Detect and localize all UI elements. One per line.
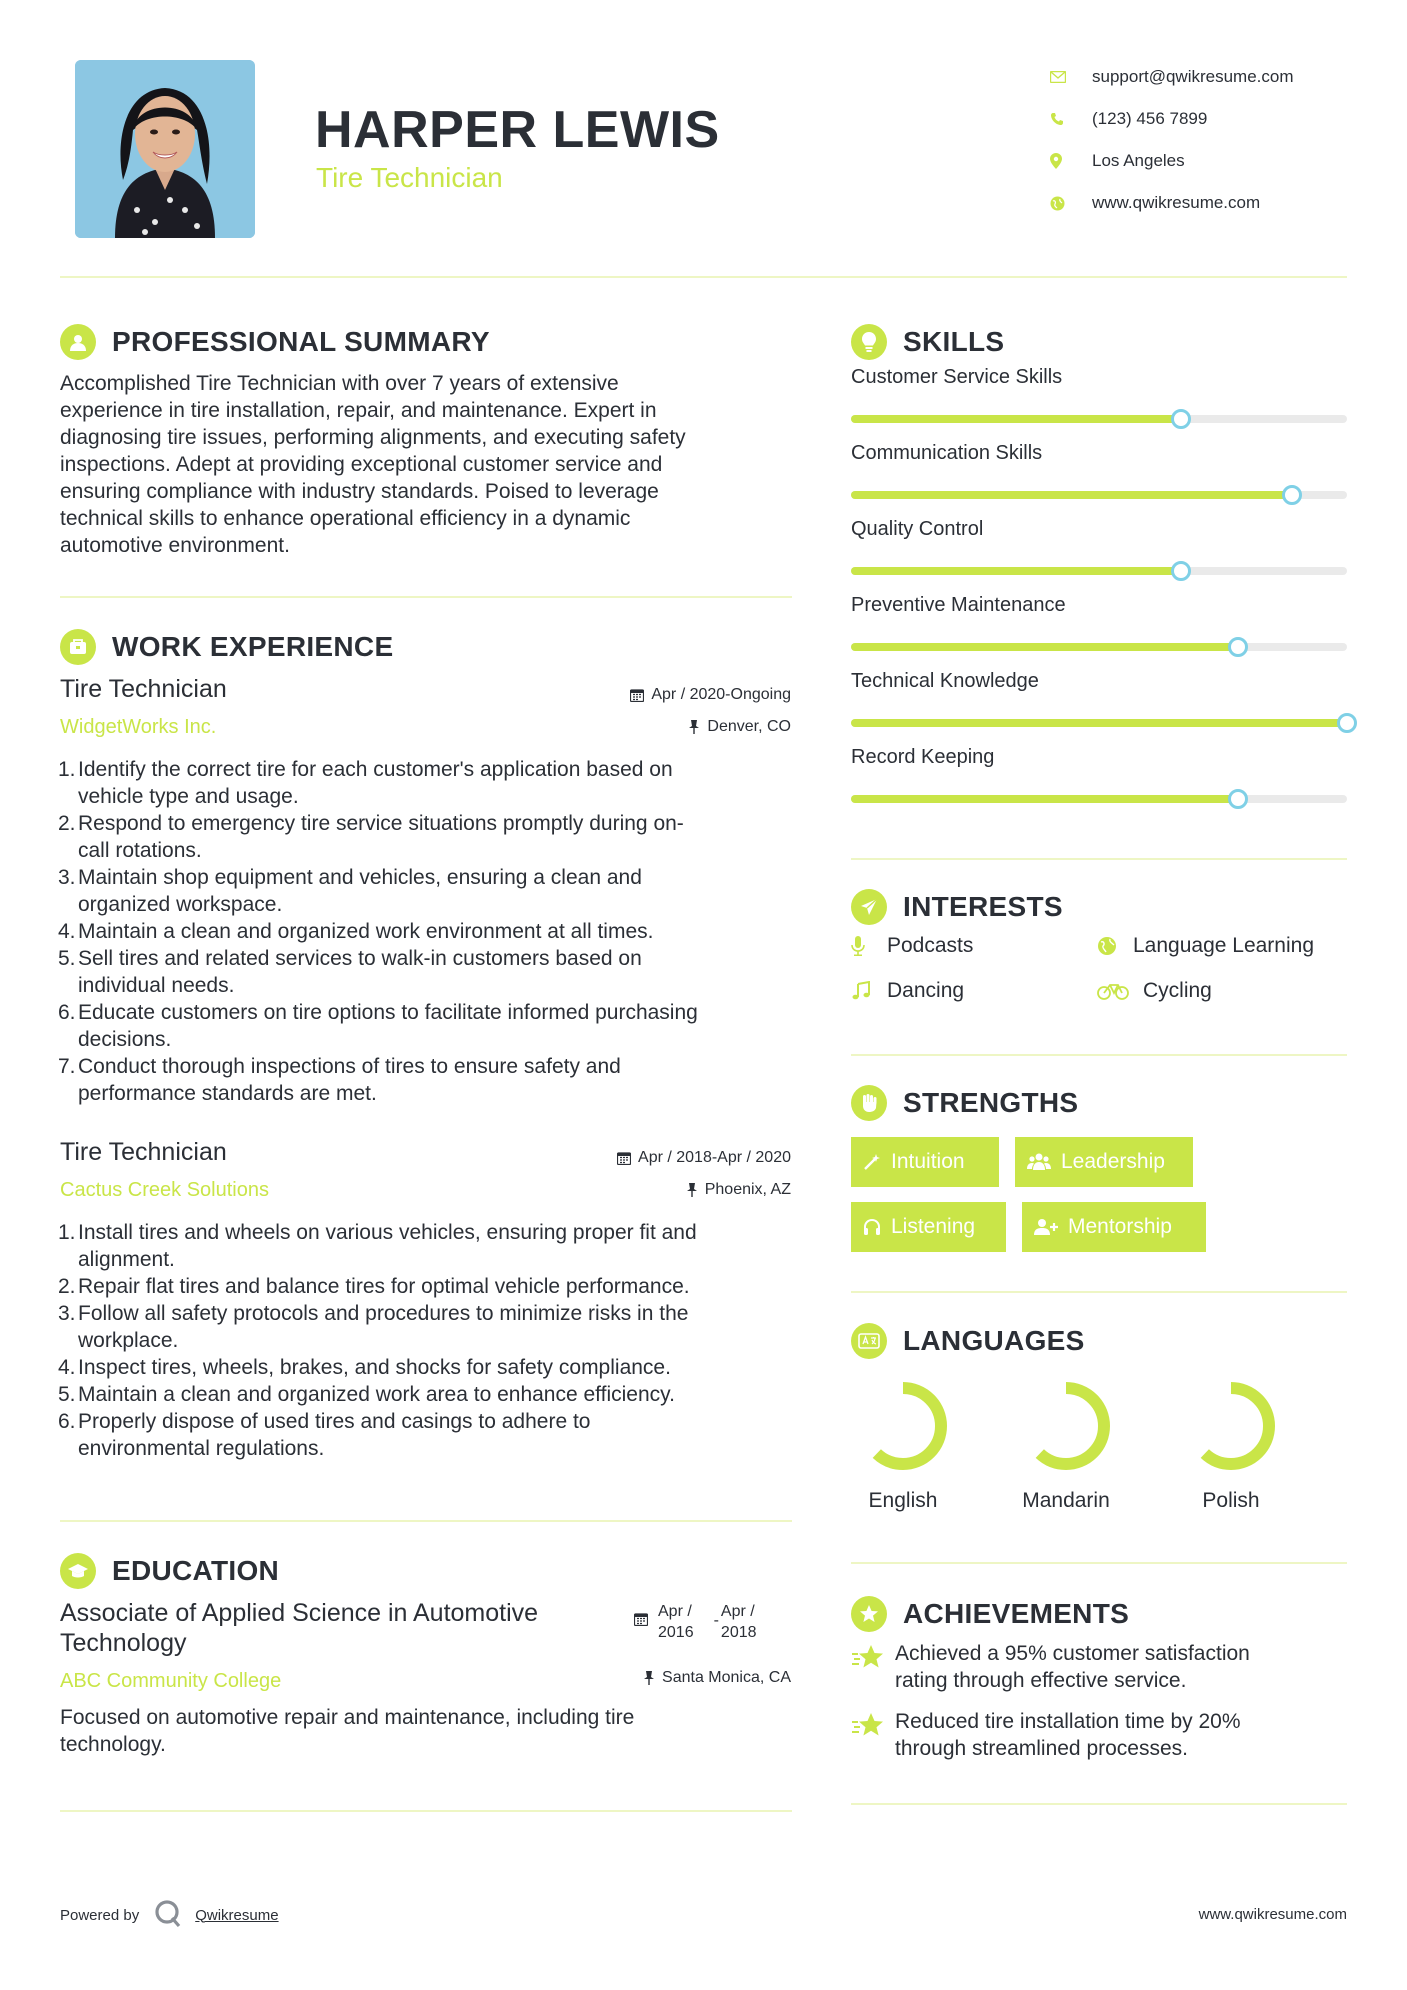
calendar-icon <box>617 1151 631 1165</box>
language-icon <box>851 1323 887 1359</box>
qwikresume-logo-icon <box>153 1898 183 1932</box>
globe-icon <box>1097 936 1123 956</box>
language-item <box>1001 1376 1131 1513</box>
achievement-2-line-2: through streamlined processes. <box>895 1737 1188 1760</box>
skill-bar-track <box>851 719 1347 727</box>
languages-divider <box>851 1562 1347 1564</box>
pushpin-icon <box>688 720 700 734</box>
duty-text: Follow all safety protocols and procedures to minimize risks in the <box>78 1302 689 1325</box>
duty-item <box>60 810 800 864</box>
language-label: Mandarin <box>1022 1489 1110 1512</box>
graduation-icon <box>60 1553 96 1589</box>
summary-line: inspections. Adept at providing exceptional customer service and <box>60 453 663 476</box>
map-pin-icon <box>1050 151 1080 171</box>
skill-item <box>851 746 1347 769</box>
duty-item <box>60 756 800 810</box>
duty-item <box>60 999 800 1053</box>
summary-line: Accomplished Tire Technician with over 7 years of extensive <box>60 372 619 395</box>
summary-text <box>60 370 800 559</box>
contact-phone[interactable] <box>1050 98 1380 140</box>
strengths-title: STRENGTHS <box>903 1087 1079 1118</box>
footer-powered-by <box>60 1898 279 1932</box>
contact-location <box>1050 140 1380 182</box>
contact-website-text: www.qwikresume.com <box>1092 193 1261 212</box>
headphones-icon <box>863 1218 881 1236</box>
job-1-location-text: Denver, CO <box>707 718 791 735</box>
skills-title: SKILLS <box>903 326 1005 357</box>
work-heading <box>60 629 393 665</box>
skill-label: Communication Skills <box>851 442 1043 464</box>
duty-item <box>60 945 800 999</box>
job-1-company: WidgetWorks Inc. <box>60 716 217 738</box>
strength-mentorship-label: Mentorship <box>1068 1215 1172 1238</box>
skill-bar-track <box>851 795 1347 803</box>
duty-item <box>60 1273 800 1300</box>
interest-podcasts <box>851 934 973 958</box>
strength-mentorship <box>1022 1202 1206 1252</box>
candidate-name: HARPER LEWIS <box>315 101 720 159</box>
education-end-year: 2018 <box>720 1624 757 1641</box>
interests-divider <box>851 1054 1347 1056</box>
duty-item <box>60 864 800 918</box>
contact-email[interactable] <box>1050 56 1380 98</box>
skill-level-knob <box>1282 485 1302 505</box>
interests-heading <box>851 889 1063 925</box>
education-description <box>60 1704 800 1758</box>
star-icon <box>851 1708 895 1762</box>
language-item <box>838 1376 968 1513</box>
briefcase-icon <box>60 629 96 665</box>
powered-by-text: Powered by <box>60 1906 140 1924</box>
duty-item <box>60 1053 800 1107</box>
duty-text: Educate customers on tire options to facilitate informed purchasing <box>78 1001 698 1024</box>
languages-title: LANGUAGES <box>903 1325 1085 1356</box>
strength-listening-label: Listening <box>891 1215 976 1238</box>
duty-text: Properly dispose of used tires and casings to adhere to <box>78 1410 591 1433</box>
contact-phone-text: (123) 456 7899 <box>1092 109 1208 128</box>
duty-number: 3. <box>58 1302 76 1325</box>
contact-website[interactable] <box>1050 182 1380 224</box>
duty-number: 1. <box>58 758 76 781</box>
pushpin-icon <box>643 1671 655 1685</box>
summary-title: PROFESSIONAL SUMMARY <box>112 326 490 357</box>
education-location <box>480 1669 791 1687</box>
interest-podcasts-label: Podcasts <box>887 934 974 957</box>
duty-item <box>60 918 800 945</box>
pushpin-icon <box>686 1183 698 1197</box>
duty-text: decisions. <box>78 1028 172 1051</box>
skill-item <box>851 366 1347 389</box>
qwikresume-link[interactable]: Qwikresume <box>195 1906 279 1924</box>
interest-dancing <box>851 979 964 1003</box>
globe-icon <box>1050 193 1080 213</box>
duty-text: call rotations. <box>78 839 202 862</box>
language-level-arc <box>1193 1388 1269 1464</box>
education-desc-line-1: Focused on automotive repair and maintenance, including tire <box>60 1706 635 1729</box>
education-end-month: Apr / <box>720 1603 755 1620</box>
skill-level-knob <box>1171 561 1191 581</box>
skill-bar-fill <box>851 643 1238 651</box>
achievements-heading <box>851 1596 1129 1632</box>
education-date-dash: - <box>713 1612 719 1629</box>
language-level-ring <box>1016 1376 1116 1476</box>
fist-icon <box>851 1085 887 1121</box>
strength-listening <box>851 1202 1006 1252</box>
summary-line: experience in tire installation, repair, and maintenance. Expert in <box>60 399 657 422</box>
strengths-divider <box>851 1291 1347 1293</box>
education-dates <box>634 1601 794 1643</box>
duty-number: 7. <box>58 1055 76 1078</box>
job-2-location-text: Phoenix, AZ <box>704 1181 791 1198</box>
achievements-divider <box>851 1803 1347 1805</box>
achievement-1-line-1: Achieved a 95% customer satisfaction <box>895 1642 1250 1665</box>
skill-bar-fill <box>851 567 1181 575</box>
skill-bar-fill <box>851 719 1347 727</box>
skill-bar-fill <box>851 415 1181 423</box>
language-level-ring <box>1181 1376 1281 1476</box>
skill-level-knob <box>1228 789 1248 809</box>
summary-divider <box>60 596 792 598</box>
duty-text: workplace. <box>78 1329 179 1352</box>
star-icon <box>851 1640 895 1694</box>
duty-text: Conduct thorough inspections of tires to ensure safety and <box>78 1055 621 1078</box>
interest-cycling <box>1097 979 1212 1003</box>
job-1-duties <box>60 756 800 1107</box>
job-2-dates-text: Apr / 2018-Apr / 2020 <box>638 1149 791 1166</box>
duty-text: environmental regulations. <box>78 1437 325 1460</box>
language-level-ring <box>853 1376 953 1476</box>
achievements-title: ACHIEVEMENTS <box>903 1598 1130 1629</box>
strengths-heading <box>851 1085 1078 1121</box>
interests-title: INTERESTS <box>903 891 1063 922</box>
duty-text: performance standards are met. <box>78 1082 377 1105</box>
education-desc-line-2: technology. <box>60 1733 166 1756</box>
languages-heading <box>851 1323 1085 1359</box>
interest-language-learning-label: Language Learning <box>1133 934 1315 957</box>
language-label: English <box>868 1489 938 1512</box>
duty-number: 6. <box>58 1410 76 1433</box>
skill-item <box>851 518 1347 541</box>
interest-dancing-label: Dancing <box>887 979 965 1002</box>
duty-item <box>60 1408 800 1462</box>
job-2-location <box>480 1181 791 1199</box>
user-icon <box>60 324 96 360</box>
duty-number: 1. <box>58 1221 76 1244</box>
degree-title <box>60 1598 620 1658</box>
language-level-arc <box>1028 1388 1104 1464</box>
contact-location-text: Los Angeles <box>1092 151 1185 170</box>
job-1-location <box>480 718 791 736</box>
skill-bar-track <box>851 567 1347 575</box>
duty-text: Install tires and wheels on various vehicles, ensuring proper fit and <box>78 1221 697 1244</box>
envelope-icon <box>1050 67 1080 87</box>
job-2-title: Tire Technician <box>60 1138 227 1166</box>
interest-language-learning <box>1097 934 1314 958</box>
calendar-icon <box>634 1612 648 1626</box>
candidate-title: Tire Technician <box>316 162 503 193</box>
education-divider <box>60 1810 792 1812</box>
job-2-duties <box>60 1219 800 1462</box>
duty-number: 4. <box>58 920 76 943</box>
skill-bar-track <box>851 415 1347 423</box>
lightbulb-icon <box>851 324 887 360</box>
job-2-dates <box>480 1149 791 1167</box>
duty-item <box>60 1219 800 1273</box>
achievement-2 <box>851 1708 1331 1762</box>
education-start-month: Apr / <box>658 1603 692 1620</box>
duty-text: vehicle type and usage. <box>78 785 299 808</box>
degree-line-1: Associate of Applied Science in Automotive <box>60 1599 539 1627</box>
users-icon <box>1027 1153 1051 1171</box>
skill-item <box>851 594 1347 617</box>
duty-number: 4. <box>58 1356 76 1379</box>
header-divider <box>60 276 1347 278</box>
microphone-icon <box>851 936 877 956</box>
skill-bar-track <box>851 643 1347 651</box>
duty-text: alignment. <box>78 1248 175 1271</box>
work-title: WORK EXPERIENCE <box>112 631 394 662</box>
user-plus-icon <box>1034 1218 1058 1236</box>
achievement-1-line-2: rating through effective service. <box>895 1669 1187 1692</box>
strength-intuition-label: Intuition <box>891 1150 965 1173</box>
skill-item <box>851 442 1347 465</box>
skill-label: Quality Control <box>851 518 984 540</box>
summary-line: technical skills to enhance operational efficiency in a dynamic <box>60 507 631 530</box>
duty-number: 5. <box>58 947 76 970</box>
skill-level-knob <box>1228 637 1248 657</box>
duty-number: 2. <box>58 812 76 835</box>
profile-photo <box>75 60 255 238</box>
skills-divider <box>851 858 1347 860</box>
duty-text: Maintain shop equipment and vehicles, ensuring a clean and <box>78 866 642 889</box>
skills-heading <box>851 324 1004 360</box>
education-heading <box>60 1553 279 1589</box>
duty-number: 3. <box>58 866 76 889</box>
summary-heading <box>60 324 490 360</box>
duty-text: individual needs. <box>78 974 235 997</box>
skill-label: Record Keeping <box>851 746 995 768</box>
duty-number: 5. <box>58 1383 76 1406</box>
duty-item <box>60 1381 800 1408</box>
interest-cycling-label: Cycling <box>1143 979 1212 1002</box>
degree-line-2: Technology <box>60 1629 187 1657</box>
skill-label: Preventive Maintenance <box>851 594 1066 616</box>
language-level-arc <box>865 1388 941 1464</box>
duty-text: organized workspace. <box>78 893 283 916</box>
skill-level-knob <box>1337 713 1357 733</box>
job-2-company: Cactus Creek Solutions <box>60 1179 269 1201</box>
strength-leadership <box>1015 1137 1193 1187</box>
summary-line: automotive environment. <box>60 534 290 557</box>
skill-item <box>851 670 1347 693</box>
language-label: Polish <box>1202 1489 1260 1512</box>
skill-bar-fill <box>851 491 1292 499</box>
duty-text: Respond to emergency tire service situations promptly during on- <box>78 812 684 835</box>
achievement-1 <box>851 1640 1331 1694</box>
education-location-text: Santa Monica, CA <box>662 1669 791 1686</box>
education-start-year: 2016 <box>658 1624 694 1641</box>
contact-list <box>1050 56 1380 224</box>
duty-item <box>60 1300 800 1354</box>
duty-text: Maintain a clean and organized work area to enhance efficiency. <box>78 1383 675 1406</box>
school-name: ABC Community College <box>60 1670 282 1692</box>
skill-label: Technical Knowledge <box>851 670 1039 692</box>
duty-item <box>60 1354 800 1381</box>
duty-text: Repair flat tires and balance tires for optimal vehicle performance. <box>78 1275 690 1298</box>
duty-text: Maintain a clean and organized work environment at all times. <box>78 920 654 943</box>
duty-number: 6. <box>58 1001 76 1024</box>
education-title: EDUCATION <box>112 1555 280 1586</box>
duty-text: Identify the correct tire for each customer's application based on <box>78 758 673 781</box>
star-badge-icon <box>851 1596 887 1632</box>
duty-text: Inspect tires, wheels, brakes, and shocks for safety compliance. <box>78 1356 671 1379</box>
achievement-2-line-1: Reduced tire installation time by 20% <box>895 1710 1241 1733</box>
job-1-dates <box>480 686 791 704</box>
calendar-icon <box>630 688 644 702</box>
paper-plane-icon <box>851 889 887 925</box>
job-1-title: Tire Technician <box>60 675 227 703</box>
duty-number: 2. <box>58 1275 76 1298</box>
strength-intuition <box>851 1137 999 1187</box>
language-item <box>1166 1376 1296 1513</box>
skill-label: Customer Service Skills <box>851 366 1063 388</box>
skill-level-knob <box>1171 409 1191 429</box>
summary-line: diagnosing tire issues, performing alignments, and executing safety <box>60 426 686 449</box>
skill-bar-fill <box>851 795 1238 803</box>
bicycle-icon <box>1097 982 1133 1000</box>
footer-website[interactable]: www.qwikresume.com <box>1198 1906 1347 1923</box>
magic-wand-icon <box>863 1153 881 1171</box>
phone-icon <box>1050 109 1080 129</box>
work-divider <box>60 1520 792 1522</box>
job-1-dates-text: Apr / 2020-Ongoing <box>651 686 791 703</box>
skill-bar-track <box>851 491 1347 499</box>
summary-line: ensuring compliance with industry standards. Poised to leverage <box>60 480 659 503</box>
strength-leadership-label: Leadership <box>1061 1150 1165 1173</box>
music-note-icon <box>851 981 877 1001</box>
duty-text: Sell tires and related services to walk-in customers based on <box>78 947 642 970</box>
contact-email-text: support@qwikresume.com <box>1092 67 1294 86</box>
